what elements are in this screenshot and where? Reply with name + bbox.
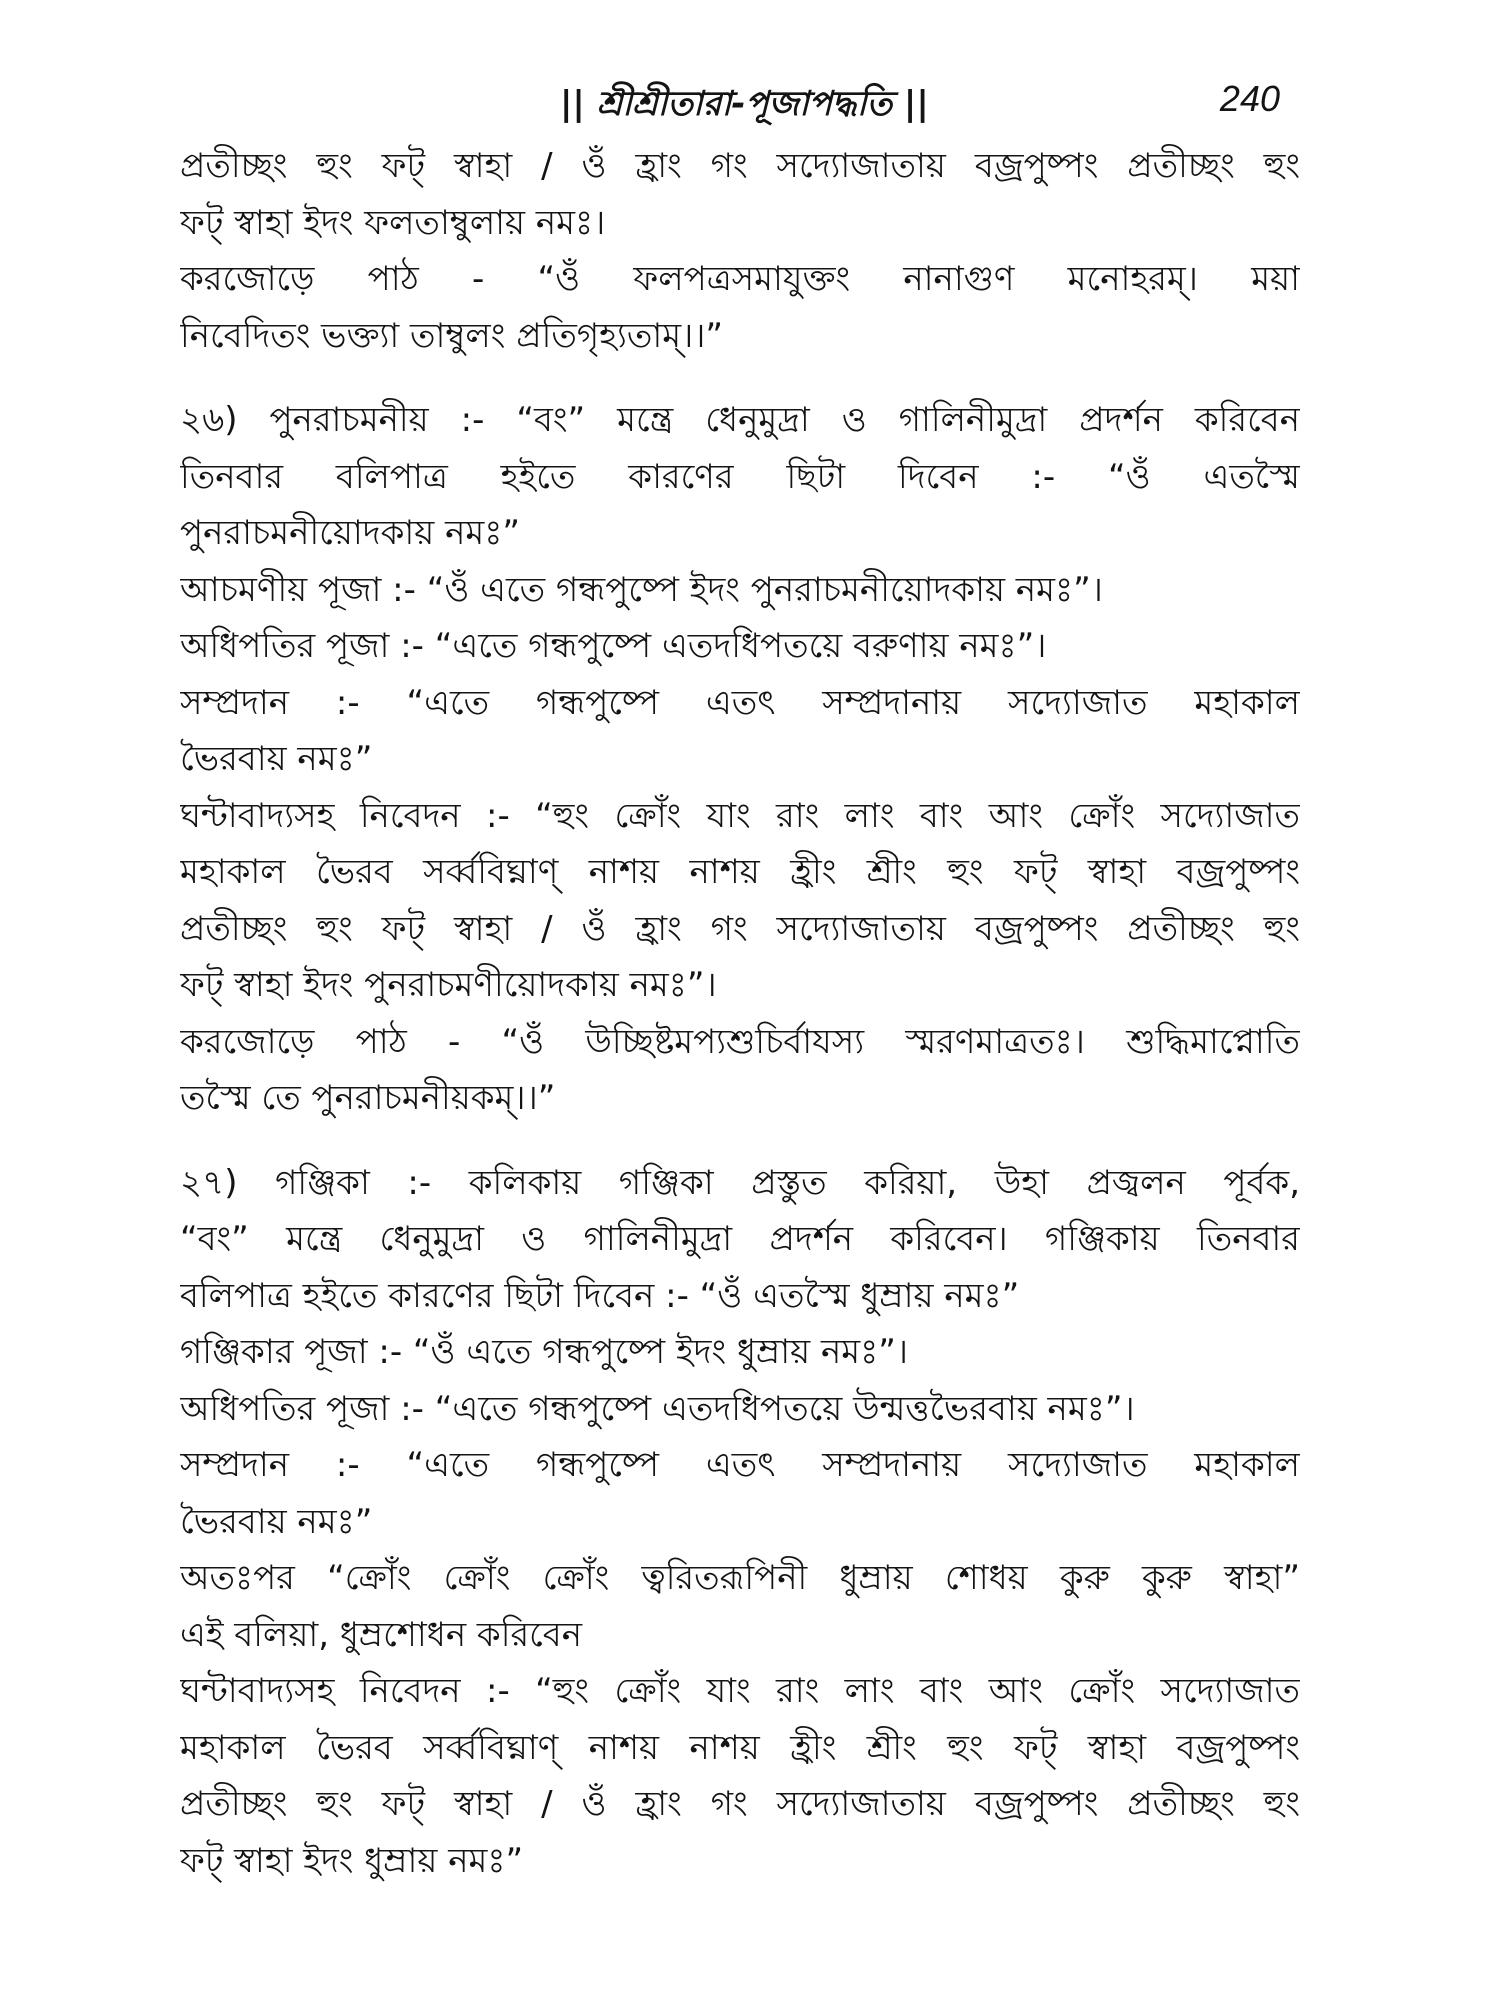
text-line: তিনবার বলিপাত্র হইতে কারণের ছিটা দিবেন :- “ওঁ এতস্মৈ	[180, 456, 1300, 497]
text-line: ঘন্টাবাদ্যসহ নিবেদন :- “হুং ক্রোঁং যাং রাং লাং বাং আং ক্রোঁং সদ্যোজাত	[180, 1671, 1300, 1711]
text-line: আচমণীয় পূজা :- “ওঁ এতে গন্ধপুষ্পে ইদং পুনরাচমনীয়োদকায় নমঃ”।	[180, 569, 1103, 610]
text-line: প্রতীচ্ছং হুং ফট্ স্বাহা / ওঁ হ্রাং গং সদ্যোজাতায় বজ্রপুষ্পং প্রতীচ্ছং হুং	[180, 908, 1300, 949]
text-line: ২৬) পুনরাচমনীয় :- “বং” মন্ত্রে ধেনুমুদ্রা ও গালিনীমুদ্রা প্রদর্শন করিবেন	[180, 400, 1300, 440]
text-line: মহাকাল ভৈরব সর্ব্ববিঘ্নাণ্ নাশয় নাশয় হ্রীং শ্রীং হুং ফট্ স্বাহা বজ্রপুষ্পং	[180, 852, 1300, 892]
text-line: মহাকাল ভৈরব সর্ব্ববিঘ্নাণ্ নাশয় নাশয় হ্রীং শ্রীং হুং ফট্ স্বাহা বজ্রপুষ্পং	[180, 1727, 1300, 1768]
text-line: ফট্ স্বাহা ইদং ধুম্রায় নমঃ”	[180, 1840, 524, 1881]
text-line: বলিপাত্র হইতে কারণের ছিটা দিবেন :- “ওঁ এতস্মৈ ধুম্রায় নমঃ”	[180, 1275, 1020, 1316]
text-line: ফট্ স্বাহা ইদং ফলতাম্বুলায় নমঃ।	[180, 202, 606, 243]
text-line: সম্প্রদান :- “এতে গন্ধপুষ্পে এতৎ সম্প্রদানায় সদ্যোজাত মহাকাল	[180, 1445, 1300, 1485]
text-line: তস্মৈ তে পুনরাচমনীয়কম্।।”	[180, 1078, 556, 1118]
text-line: এই বলিয়া, ধুম্রশোধন করিবেন	[180, 1614, 583, 1655]
text-line: সম্প্রদান :- “এতে গন্ধপুষ্পে এতৎ সম্প্রদানায় সদ্যোজাত মহাকাল	[180, 682, 1300, 723]
text-line: ভৈরবায় নমঃ”	[180, 1501, 373, 1542]
text-line: পুনরাচমনীয়োদকায় নমঃ”	[180, 513, 520, 553]
paragraph-gap	[180, 1127, 1300, 1155]
text-line: নিবেদিতং ভক্ত্যা তাম্বুলং প্রতিগৃহ্যতাম্।।”	[180, 315, 724, 356]
text-line: ঘন্টাবাদ্যসহ নিবেদন :- “হুং ক্রোঁং যাং রাং লাং বাং আং ক্রোঁং সদ্যোজাত	[180, 795, 1300, 836]
text-line: করজোড়ে পাঠ - “ওঁ উচ্ছিষ্টমপ্যশুচির্বাযস্য স্মরণমাত্রতঃ। শুদ্ধিমাপ্নোতি	[180, 1021, 1300, 1062]
text-line: ভৈরবায় নমঃ”	[180, 739, 373, 779]
text-line: ফট্ স্বাহা ইদং পুনরাচমণীয়োদকায় নমঃ”।	[180, 965, 717, 1005]
body-text	[180, 138, 1300, 1889]
paragraph-gap	[180, 364, 1300, 392]
text-line: ২৭) গঞ্জিকা :- কলিকায় গঞ্জিকা প্রস্তুত করিয়া, উহা প্রজ্বলন পূর্বক,	[180, 1162, 1300, 1203]
page-header	[180, 78, 1300, 128]
text-line: অধিপতির পূজা :- “এতে গন্ধপুষ্পে এতদধিপতয়ে বরুণায় নমঃ”।	[180, 626, 1047, 666]
text-line: প্রতীচ্ছং হুং ফট্ স্বাহা / ওঁ হ্রাং গং সদ্যোজাতায় বজ্রপুষ্পং প্রতীচ্ছং হুং	[180, 1784, 1300, 1824]
text-line: করজোড়ে পাঠ - “ওঁ ফলপত্রসমাযুক্তং নানাগুণ মনোহরম্। ময়া	[180, 259, 1300, 299]
text-line: অধিপতির পূজা :- “এতে গন্ধপুষ্পে এতদধিপতয়ে উন্মত্তভৈরবায় নমঃ”।	[180, 1388, 1135, 1429]
page-number: 240	[1219, 78, 1280, 119]
text-line: প্রতীচ্ছং হুং ফট্ স্বাহা / ওঁ হ্রাং গং সদ্যোজাতায় বজ্রপুষ্পং প্রতীচ্ছং হুং	[180, 146, 1300, 186]
text-line: অতঃপর “ক্রোঁং ক্রোঁং ক্রোঁং ত্বরিতরূপিনী ধুম্রায় শোধয় কুরু কুরু স্বাহা”	[180, 1558, 1300, 1598]
text-line: “বং” মন্ত্রে ধেনুমুদ্রা ও গালিনীমুদ্রা প্রদর্শন করিবেন। গঞ্জিকায় তিনবার	[180, 1219, 1300, 1259]
text-line: গঞ্জিকার পূজা :- “ওঁ এতে গন্ধপুষ্পে ইদং ধুম্রায় নমঃ”।	[180, 1332, 909, 1372]
running-title: || শ্রীশ্রীতারা-পূজাপদ্ধতি ||	[560, 84, 929, 124]
